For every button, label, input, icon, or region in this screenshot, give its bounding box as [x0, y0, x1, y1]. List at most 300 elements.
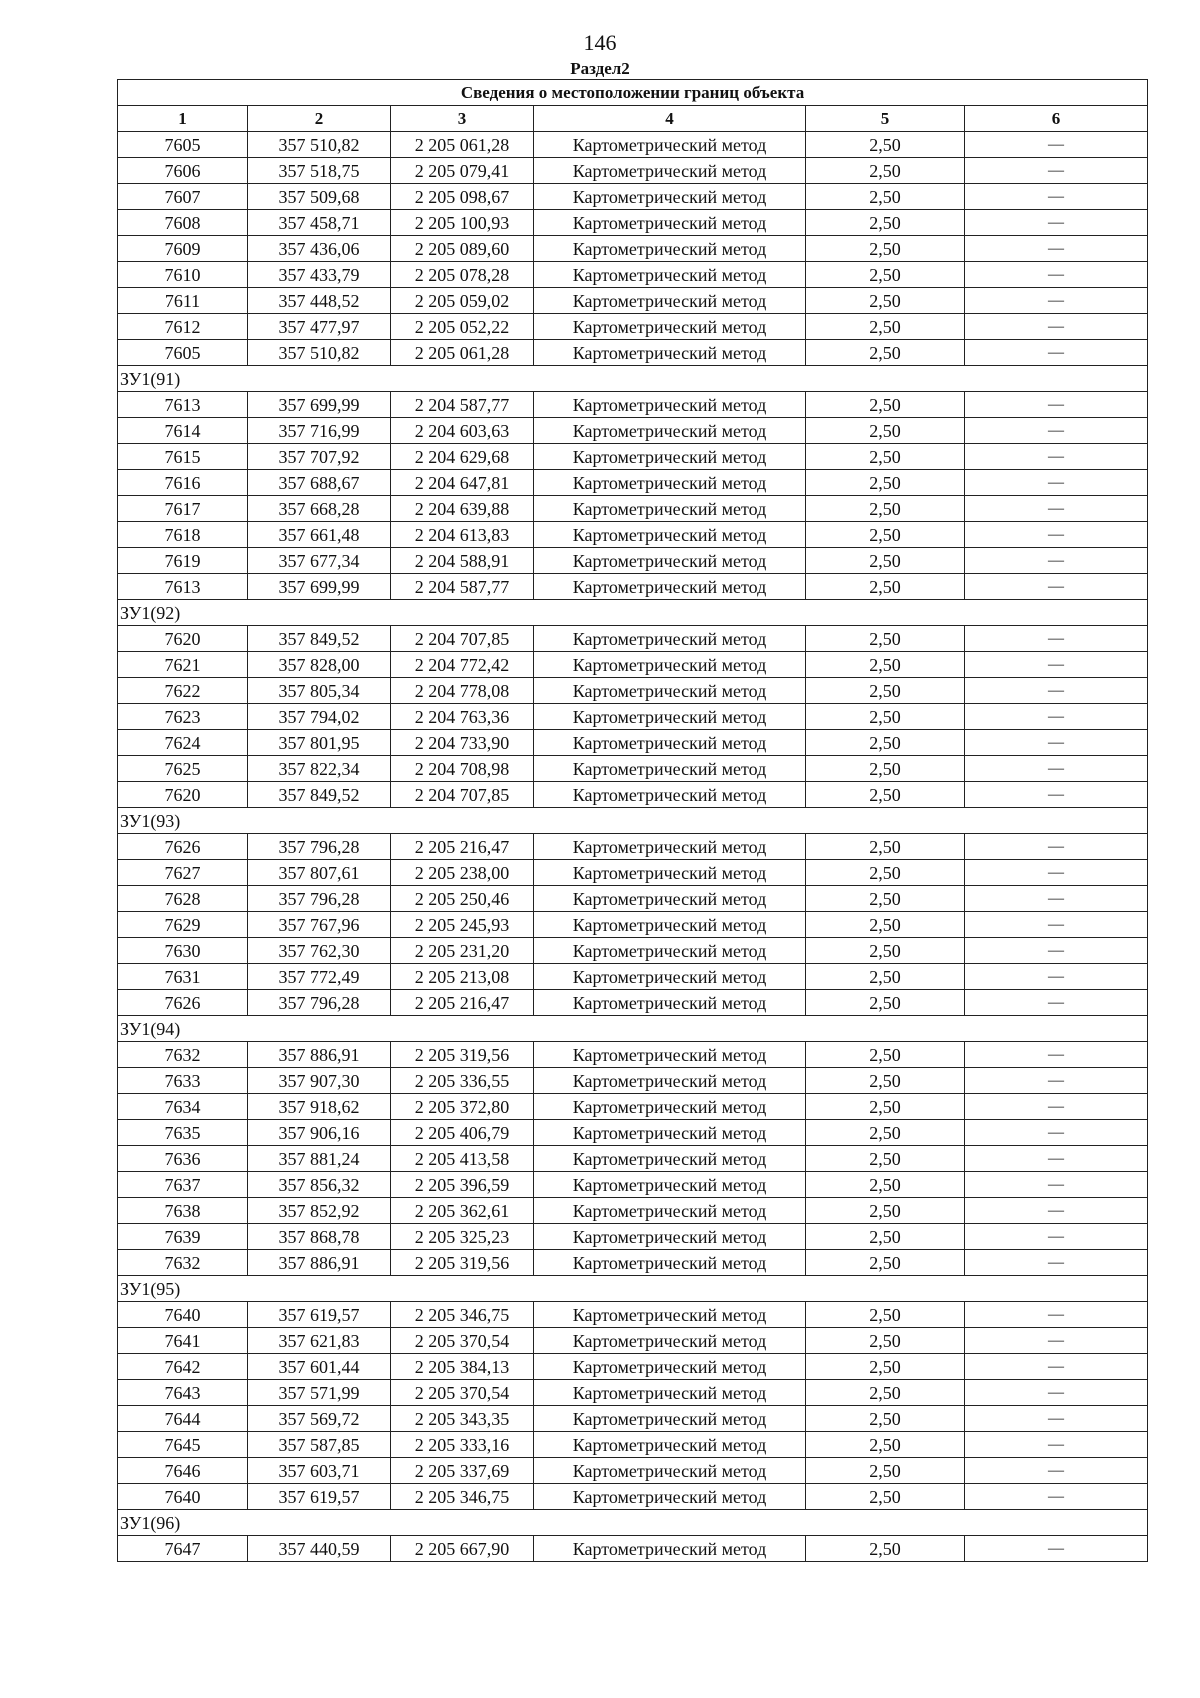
y-coordinate-cell: 2 205 078,28: [391, 262, 534, 288]
description-cell: —: [965, 470, 1148, 496]
point-number-cell: 7643: [118, 1380, 248, 1406]
point-number-cell: 7632: [118, 1250, 248, 1276]
accuracy-cell: 2,50: [806, 1094, 965, 1120]
x-coordinate-cell: 357 907,30: [248, 1068, 391, 1094]
accuracy-cell: 2,50: [806, 964, 965, 990]
description-cell: —: [965, 418, 1148, 444]
x-coordinate-cell: 357 587,85: [248, 1432, 391, 1458]
table-row: [118, 1250, 1148, 1276]
description-cell: —: [965, 652, 1148, 678]
method-cell: Картометрический метод: [534, 730, 806, 756]
method-cell: Картометрический метод: [534, 782, 806, 808]
method-cell: Картометрический метод: [534, 340, 806, 366]
accuracy-cell: 2,50: [806, 1380, 965, 1406]
x-coordinate-cell: 357 796,28: [248, 990, 391, 1016]
table-row: [118, 1094, 1148, 1120]
table-row: [118, 990, 1148, 1016]
method-cell: Картометрический метод: [534, 1484, 806, 1510]
table-row: [118, 184, 1148, 210]
table-row: [118, 1302, 1148, 1328]
accuracy-cell: 2,50: [806, 1120, 965, 1146]
table-row: [118, 158, 1148, 184]
point-number-cell: 7619: [118, 548, 248, 574]
y-coordinate-cell: 2 205 413,58: [391, 1146, 534, 1172]
table-row: [118, 340, 1148, 366]
accuracy-cell: 2,50: [806, 782, 965, 808]
description-cell: —: [965, 236, 1148, 262]
point-number-cell: 7613: [118, 574, 248, 600]
table-row: [118, 132, 1148, 158]
x-coordinate-cell: 357 601,44: [248, 1354, 391, 1380]
method-cell: Картометрический метод: [534, 210, 806, 236]
point-number-cell: 7624: [118, 730, 248, 756]
method-cell: Картометрический метод: [534, 1146, 806, 1172]
x-coordinate-cell: 357 448,52: [248, 288, 391, 314]
table-row: [118, 730, 1148, 756]
accuracy-cell: 2,50: [806, 1406, 965, 1432]
method-cell: Картометрический метод: [534, 1224, 806, 1250]
x-coordinate-cell: 357 796,28: [248, 834, 391, 860]
accuracy-cell: 2,50: [806, 184, 965, 210]
table-row: [118, 1068, 1148, 1094]
method-cell: Картометрический метод: [534, 938, 806, 964]
y-coordinate-cell: 2 205 406,79: [391, 1120, 534, 1146]
table-row: [118, 886, 1148, 912]
y-coordinate-cell: 2 204 588,91: [391, 548, 534, 574]
accuracy-cell: 2,50: [806, 288, 965, 314]
description-cell: —: [965, 184, 1148, 210]
accuracy-cell: 2,50: [806, 990, 965, 1016]
accuracy-cell: 2,50: [806, 1432, 965, 1458]
y-coordinate-cell: 2 205 061,28: [391, 132, 534, 158]
method-cell: Картометрический метод: [534, 444, 806, 470]
y-coordinate-cell: 2 204 603,63: [391, 418, 534, 444]
method-cell: Картометрический метод: [534, 1172, 806, 1198]
description-cell: —: [965, 1198, 1148, 1224]
y-coordinate-cell: 2 205 216,47: [391, 834, 534, 860]
method-cell: Картометрический метод: [534, 756, 806, 782]
group-label: ЗУ1(94): [118, 1016, 1148, 1042]
group-header-row: [118, 366, 1148, 392]
table-row: [118, 210, 1148, 236]
column-number: 1: [118, 106, 248, 132]
description-cell: —: [965, 574, 1148, 600]
x-coordinate-cell: 357 822,34: [248, 756, 391, 782]
description-cell: —: [965, 1120, 1148, 1146]
accuracy-cell: 2,50: [806, 834, 965, 860]
y-coordinate-cell: 2 205 336,55: [391, 1068, 534, 1094]
description-cell: —: [965, 912, 1148, 938]
description-cell: —: [965, 1250, 1148, 1276]
method-cell: Картометрический метод: [534, 860, 806, 886]
x-coordinate-cell: 357 918,62: [248, 1094, 391, 1120]
table-row: [118, 574, 1148, 600]
y-coordinate-cell: 2 204 629,68: [391, 444, 534, 470]
method-cell: Картометрический метод: [534, 1406, 806, 1432]
point-number-cell: 7608: [118, 210, 248, 236]
description-cell: —: [965, 1302, 1148, 1328]
y-coordinate-cell: 2 205 396,59: [391, 1172, 534, 1198]
table-row: [118, 1172, 1148, 1198]
group-label: ЗУ1(95): [118, 1276, 1148, 1302]
y-coordinate-cell: 2 205 052,22: [391, 314, 534, 340]
method-cell: Картометрический метод: [534, 496, 806, 522]
point-number-cell: 7631: [118, 964, 248, 990]
x-coordinate-cell: 357 518,75: [248, 158, 391, 184]
table-row: [118, 262, 1148, 288]
y-coordinate-cell: 2 205 098,67: [391, 184, 534, 210]
description-cell: —: [965, 1094, 1148, 1120]
y-coordinate-cell: 2 204 733,90: [391, 730, 534, 756]
y-coordinate-cell: 2 204 587,77: [391, 392, 534, 418]
table-row: [118, 938, 1148, 964]
x-coordinate-cell: 357 828,00: [248, 652, 391, 678]
table-row: [118, 626, 1148, 652]
table-row: [118, 1120, 1148, 1146]
accuracy-cell: 2,50: [806, 496, 965, 522]
method-cell: Картометрический метод: [534, 678, 806, 704]
description-cell: —: [965, 548, 1148, 574]
point-number-cell: 7641: [118, 1328, 248, 1354]
method-cell: Картометрический метод: [534, 574, 806, 600]
point-number-cell: 7605: [118, 340, 248, 366]
point-number-cell: 7621: [118, 652, 248, 678]
section-title: Раздел2: [570, 59, 630, 78]
x-coordinate-cell: 357 886,91: [248, 1042, 391, 1068]
y-coordinate-cell: 2 204 778,08: [391, 678, 534, 704]
x-coordinate-cell: 357 807,61: [248, 860, 391, 886]
y-coordinate-cell: 2 205 319,56: [391, 1250, 534, 1276]
table-row: [118, 834, 1148, 860]
table-row: [118, 288, 1148, 314]
table-row: [118, 314, 1148, 340]
y-coordinate-cell: 2 205 343,35: [391, 1406, 534, 1432]
point-number-cell: 7639: [118, 1224, 248, 1250]
y-coordinate-cell: 2 205 372,80: [391, 1094, 534, 1120]
y-coordinate-cell: 2 204 708,98: [391, 756, 534, 782]
method-cell: Картометрический метод: [534, 236, 806, 262]
method-cell: Картометрический метод: [534, 1380, 806, 1406]
table-row: [118, 912, 1148, 938]
y-coordinate-cell: 2 205 213,08: [391, 964, 534, 990]
y-coordinate-cell: 2 204 587,77: [391, 574, 534, 600]
table-row: [118, 1406, 1148, 1432]
point-number-cell: 7642: [118, 1354, 248, 1380]
description-cell: —: [965, 1172, 1148, 1198]
accuracy-cell: 2,50: [806, 1068, 965, 1094]
point-number-cell: 7630: [118, 938, 248, 964]
table-row: [118, 756, 1148, 782]
table-row: [118, 1432, 1148, 1458]
table-row: [118, 522, 1148, 548]
y-coordinate-cell: 2 205 250,46: [391, 886, 534, 912]
x-coordinate-cell: 357 668,28: [248, 496, 391, 522]
accuracy-cell: 2,50: [806, 1328, 965, 1354]
accuracy-cell: 2,50: [806, 392, 965, 418]
y-coordinate-cell: 2 205 346,75: [391, 1302, 534, 1328]
method-cell: Картометрический метод: [534, 288, 806, 314]
table-row: [118, 704, 1148, 730]
description-cell: —: [965, 964, 1148, 990]
table-row: [118, 1224, 1148, 1250]
point-number-cell: 7634: [118, 1094, 248, 1120]
table-row: [118, 652, 1148, 678]
description-cell: —: [965, 938, 1148, 964]
y-coordinate-cell: 2 204 772,42: [391, 652, 534, 678]
point-number-cell: 7615: [118, 444, 248, 470]
table-row: [118, 1146, 1148, 1172]
method-cell: Картометрический метод: [534, 1068, 806, 1094]
method-cell: Картометрический метод: [534, 314, 806, 340]
method-cell: Картометрический метод: [534, 158, 806, 184]
group-label: ЗУ1(91): [118, 366, 1148, 392]
method-cell: Картометрический метод: [534, 1458, 806, 1484]
x-coordinate-cell: 357 906,16: [248, 1120, 391, 1146]
accuracy-cell: 2,50: [806, 1172, 965, 1198]
x-coordinate-cell: 357 796,28: [248, 886, 391, 912]
description-cell: —: [965, 496, 1148, 522]
y-coordinate-cell: 2 205 079,41: [391, 158, 534, 184]
y-coordinate-cell: 2 205 319,56: [391, 1042, 534, 1068]
description-cell: —: [965, 1224, 1148, 1250]
description-cell: —: [965, 288, 1148, 314]
point-number-cell: 7623: [118, 704, 248, 730]
point-number-cell: 7645: [118, 1432, 248, 1458]
description-cell: —: [965, 1406, 1148, 1432]
x-coordinate-cell: 357 440,59: [248, 1536, 391, 1562]
description-cell: —: [965, 1146, 1148, 1172]
x-coordinate-cell: 357 458,71: [248, 210, 391, 236]
method-cell: Картометрический метод: [534, 548, 806, 574]
description-cell: —: [965, 990, 1148, 1016]
table-row: [118, 1484, 1148, 1510]
point-number-cell: 7628: [118, 886, 248, 912]
table-row: [118, 1198, 1148, 1224]
description-cell: —: [965, 730, 1148, 756]
method-cell: Картометрический метод: [534, 704, 806, 730]
x-coordinate-cell: 357 699,99: [248, 392, 391, 418]
group-header-row: [118, 600, 1148, 626]
method-cell: Картометрический метод: [534, 1536, 806, 1562]
y-coordinate-cell: 2 205 333,16: [391, 1432, 534, 1458]
x-coordinate-cell: 357 707,92: [248, 444, 391, 470]
point-number-cell: 7632: [118, 1042, 248, 1068]
point-number-cell: 7620: [118, 626, 248, 652]
x-coordinate-cell: 357 619,57: [248, 1484, 391, 1510]
description-cell: —: [965, 1432, 1148, 1458]
point-number-cell: 7638: [118, 1198, 248, 1224]
x-coordinate-cell: 357 881,24: [248, 1146, 391, 1172]
x-coordinate-cell: 357 849,52: [248, 626, 391, 652]
x-coordinate-cell: 357 868,78: [248, 1224, 391, 1250]
y-coordinate-cell: 2 205 089,60: [391, 236, 534, 262]
method-cell: Картометрический метод: [534, 1354, 806, 1380]
description-cell: —: [965, 1354, 1148, 1380]
method-cell: Картометрический метод: [534, 886, 806, 912]
method-cell: Картометрический метод: [534, 626, 806, 652]
point-number-cell: 7633: [118, 1068, 248, 1094]
table-caption: Сведения о местоположении границ объекта: [118, 80, 1148, 106]
accuracy-cell: 2,50: [806, 1042, 965, 1068]
y-coordinate-cell: 2 205 370,54: [391, 1328, 534, 1354]
group-label: ЗУ1(93): [118, 808, 1148, 834]
accuracy-cell: 2,50: [806, 470, 965, 496]
accuracy-cell: 2,50: [806, 1536, 965, 1562]
y-coordinate-cell: 2 205 238,00: [391, 860, 534, 886]
x-coordinate-cell: 357 762,30: [248, 938, 391, 964]
method-cell: Картометрический метод: [534, 392, 806, 418]
accuracy-cell: 2,50: [806, 210, 965, 236]
x-coordinate-cell: 357 621,83: [248, 1328, 391, 1354]
table-row: [118, 496, 1148, 522]
accuracy-cell: 2,50: [806, 444, 965, 470]
table-row: [118, 1042, 1148, 1068]
description-cell: —: [965, 834, 1148, 860]
table-row: [118, 964, 1148, 990]
accuracy-cell: 2,50: [806, 1146, 965, 1172]
page-number: 146: [583, 30, 617, 55]
accuracy-cell: 2,50: [806, 1250, 965, 1276]
point-number-cell: 7605: [118, 132, 248, 158]
accuracy-cell: 2,50: [806, 730, 965, 756]
y-coordinate-cell: 2 205 337,69: [391, 1458, 534, 1484]
table-row: [118, 392, 1148, 418]
y-coordinate-cell: 2 205 100,93: [391, 210, 534, 236]
y-coordinate-cell: 2 205 346,75: [391, 1484, 534, 1510]
x-coordinate-cell: 357 661,48: [248, 522, 391, 548]
coordinates-table: [117, 79, 1148, 1562]
accuracy-cell: 2,50: [806, 132, 965, 158]
table-row: [118, 444, 1148, 470]
description-cell: —: [965, 210, 1148, 236]
point-number-cell: 7616: [118, 470, 248, 496]
method-cell: Картометрический метод: [534, 1094, 806, 1120]
accuracy-cell: 2,50: [806, 886, 965, 912]
y-coordinate-cell: 2 205 384,13: [391, 1354, 534, 1380]
description-cell: —: [965, 626, 1148, 652]
y-coordinate-cell: 2 205 370,54: [391, 1380, 534, 1406]
table-row: [118, 236, 1148, 262]
accuracy-cell: 2,50: [806, 704, 965, 730]
point-number-cell: 7613: [118, 392, 248, 418]
description-cell: —: [965, 522, 1148, 548]
point-number-cell: 7610: [118, 262, 248, 288]
x-coordinate-cell: 357 856,32: [248, 1172, 391, 1198]
point-number-cell: 7620: [118, 782, 248, 808]
y-coordinate-cell: 2 204 647,81: [391, 470, 534, 496]
accuracy-cell: 2,50: [806, 860, 965, 886]
x-coordinate-cell: 357 886,91: [248, 1250, 391, 1276]
method-cell: Картометрический метод: [534, 1302, 806, 1328]
accuracy-cell: 2,50: [806, 262, 965, 288]
y-coordinate-cell: 2 204 639,88: [391, 496, 534, 522]
method-cell: Картометрический метод: [534, 990, 806, 1016]
table-row: [118, 1458, 1148, 1484]
group-header-row: [118, 1016, 1148, 1042]
method-cell: Картометрический метод: [534, 418, 806, 444]
accuracy-cell: 2,50: [806, 236, 965, 262]
method-cell: Картометрический метод: [534, 132, 806, 158]
point-number-cell: 7644: [118, 1406, 248, 1432]
x-coordinate-cell: 357 767,96: [248, 912, 391, 938]
table-row: [118, 860, 1148, 886]
description-cell: —: [965, 1484, 1148, 1510]
accuracy-cell: 2,50: [806, 938, 965, 964]
x-coordinate-cell: 357 677,34: [248, 548, 391, 574]
group-label: ЗУ1(96): [118, 1510, 1148, 1536]
x-coordinate-cell: 357 619,57: [248, 1302, 391, 1328]
accuracy-cell: 2,50: [806, 1302, 965, 1328]
accuracy-cell: 2,50: [806, 652, 965, 678]
point-number-cell: 7635: [118, 1120, 248, 1146]
description-cell: —: [965, 132, 1148, 158]
x-coordinate-cell: 357 688,67: [248, 470, 391, 496]
x-coordinate-cell: 357 801,95: [248, 730, 391, 756]
column-number: 6: [965, 106, 1148, 132]
method-cell: Картометрический метод: [534, 470, 806, 496]
point-number-cell: 7609: [118, 236, 248, 262]
y-coordinate-cell: 2 204 707,85: [391, 782, 534, 808]
point-number-cell: 7626: [118, 990, 248, 1016]
group-label: ЗУ1(92): [118, 600, 1148, 626]
point-number-cell: 7637: [118, 1172, 248, 1198]
x-coordinate-cell: 357 477,97: [248, 314, 391, 340]
method-cell: Картометрический метод: [534, 1198, 806, 1224]
column-number: 2: [248, 106, 391, 132]
description-cell: —: [965, 1536, 1148, 1562]
table-row: [118, 678, 1148, 704]
point-number-cell: 7640: [118, 1302, 248, 1328]
point-number-cell: 7626: [118, 834, 248, 860]
x-coordinate-cell: 357 569,72: [248, 1406, 391, 1432]
description-cell: —: [965, 1458, 1148, 1484]
description-cell: —: [965, 444, 1148, 470]
point-number-cell: 7636: [118, 1146, 248, 1172]
method-cell: Картометрический метод: [534, 1042, 806, 1068]
x-coordinate-cell: 357 794,02: [248, 704, 391, 730]
group-header-row: [118, 808, 1148, 834]
point-number-cell: 7617: [118, 496, 248, 522]
description-cell: —: [965, 704, 1148, 730]
x-coordinate-cell: 357 509,68: [248, 184, 391, 210]
description-cell: —: [965, 314, 1148, 340]
accuracy-cell: 2,50: [806, 574, 965, 600]
table-row: [118, 1380, 1148, 1406]
description-cell: —: [965, 886, 1148, 912]
description-cell: —: [965, 262, 1148, 288]
description-cell: —: [965, 782, 1148, 808]
description-cell: —: [965, 1042, 1148, 1068]
x-coordinate-cell: 357 716,99: [248, 418, 391, 444]
y-coordinate-cell: 2 205 362,61: [391, 1198, 534, 1224]
table-row: [118, 1328, 1148, 1354]
x-coordinate-cell: 357 849,52: [248, 782, 391, 808]
accuracy-cell: 2,50: [806, 418, 965, 444]
accuracy-cell: 2,50: [806, 678, 965, 704]
point-number-cell: 7647: [118, 1536, 248, 1562]
table-row: [118, 1536, 1148, 1562]
accuracy-cell: 2,50: [806, 340, 965, 366]
point-number-cell: 7614: [118, 418, 248, 444]
x-coordinate-cell: 357 510,82: [248, 132, 391, 158]
table-row: [118, 418, 1148, 444]
method-cell: Картометрический метод: [534, 834, 806, 860]
x-coordinate-cell: 357 603,71: [248, 1458, 391, 1484]
description-cell: —: [965, 340, 1148, 366]
y-coordinate-cell: 2 205 667,90: [391, 1536, 534, 1562]
point-number-cell: 7629: [118, 912, 248, 938]
accuracy-cell: 2,50: [806, 1198, 965, 1224]
